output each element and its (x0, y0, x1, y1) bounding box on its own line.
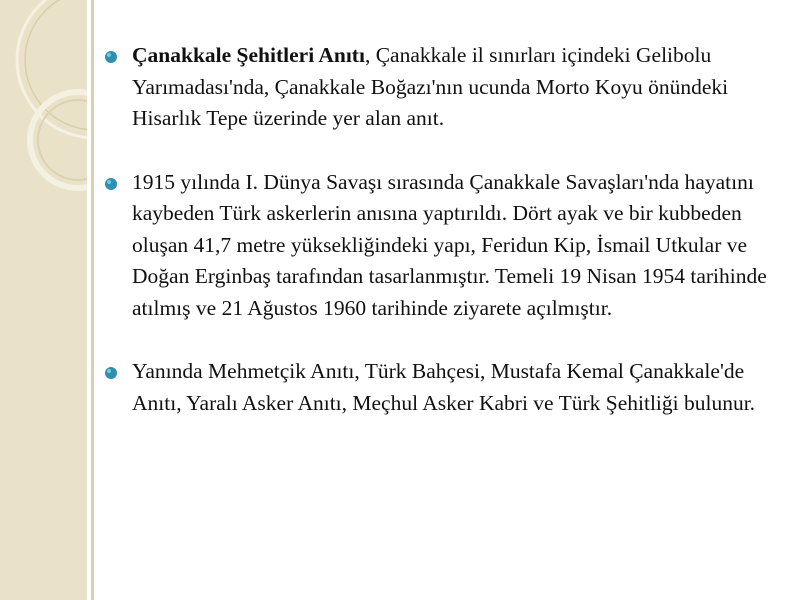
decorative-circles (0, 0, 87, 600)
sidebar-edge (91, 0, 94, 600)
bullet-item-3 (104, 356, 794, 419)
bullet-text: , Çanakkale il sınırları içindeki Gelibolu Yarımadası'nda, Çanakkale Boğazı'nın ucunda Morto Koyu önündeki Hisarlık Tepe üzerinde yer alan anıt. (132, 43, 729, 130)
bullet-list (104, 40, 794, 419)
bullet-item-2 (104, 167, 794, 325)
bullet-point-icon (104, 50, 118, 64)
bullet-text: Yanında Mehmetçik Anıtı, Türk Bahçesi, Mustafa Kemal Çanakkale'de Anıtı, Yaralı Asker Anıtı, Meçhul Asker Kabri ve Türk Şehitliği bulunur. (132, 359, 756, 415)
decorative-sidebar (0, 0, 87, 600)
bullet-item-1 (104, 40, 794, 135)
bullet-point-icon (104, 366, 118, 380)
bullet-point-icon (104, 177, 118, 191)
monument-name: Çanakkale Şehitleri Anıtı (132, 43, 365, 67)
bullet-text: 1915 yılında I. Dünya Savaşı sırasında Çanakkale Savaşları'nda hayatını kaybeden Türk askerlerin anısına yaptırıldı. Dört ayak ve bir kubbeden oluşan 41,7 metre yüksekliğindeki yapı, Feridun Kip, İsmail Utkular ve Doğan Erginbaş tarafından tasarlanmıştır. Temeli 19 Nisan 1954 tarihinde atılmış ve 21 Ağustos 1960 tarihinde ziyarete açılmıştır. (132, 169, 767, 320)
